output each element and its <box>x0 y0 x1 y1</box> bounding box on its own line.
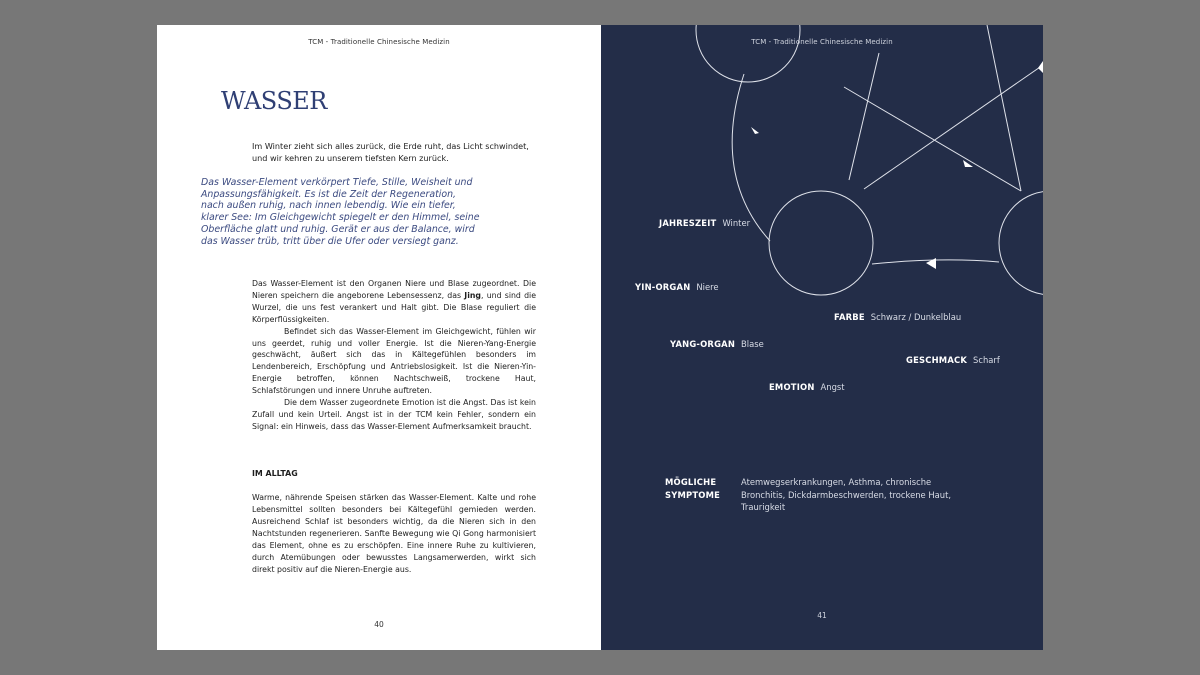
arrow-icon <box>926 258 936 269</box>
property-geschmack <box>906 355 1000 365</box>
property-value: Angst <box>820 382 845 392</box>
property-value: Niere <box>696 282 719 292</box>
book-spread <box>157 25 1043 650</box>
body-paragraph-1 <box>252 278 536 326</box>
symptoms-label-line1: MÖGLICHE <box>665 477 717 487</box>
property-label: YANG-ORGAN <box>670 339 736 349</box>
body-p1-jing: Jing <box>464 290 482 300</box>
body-text <box>252 278 536 433</box>
element-circle-water <box>769 191 873 295</box>
property-farbe <box>834 312 961 322</box>
arrow-icon <box>751 127 759 134</box>
arrow-icon <box>1038 61 1043 73</box>
element-circle-right <box>999 191 1043 295</box>
body-p1-start: Das Wasser-Element ist den Organen Niere und Blase zugeordnet. Die Nieren speichern die angeborene Lebensessenz, das <box>252 279 536 300</box>
cycle-arc-left <box>732 74 770 241</box>
control-line-2 <box>864 65 1043 189</box>
property-value: Scharf <box>973 355 1000 365</box>
page-title: WASSER <box>221 87 327 115</box>
five-elements-diagram <box>601 25 1043 650</box>
body-paragraph-3: Die dem Wasser zugeordnete Emotion ist die Angst. Das ist kein Zufall und kein Urteil. Angst ist in der TCM kein Fehler, sondern ein Signal: ein Hinweis, dass das Wasser-Element Aufmerksamkeit braucht. <box>252 398 536 431</box>
property-value: Schwarz / Dunkelblau <box>870 312 962 322</box>
property-yang-organ <box>670 339 764 349</box>
property-value: Winter <box>722 218 751 228</box>
page-number-left: 40 <box>374 620 384 629</box>
symptoms-label <box>665 476 720 501</box>
property-jahreszeit <box>659 218 750 228</box>
symptoms-label-line2: SYMPTOME <box>665 489 721 500</box>
symptoms-value: Atemwegserkrankungen, Asthma, chronische Bronchitis, Dickdarmbeschwerden, trockene Haut, Traurigkeit <box>741 477 952 512</box>
right-page <box>601 25 1043 650</box>
property-value: Blase <box>741 339 764 349</box>
property-label: YIN-ORGAN <box>635 282 691 292</box>
arrow-icon <box>963 160 973 167</box>
property-yin-organ <box>635 282 719 292</box>
property-label: FARBE <box>834 312 865 322</box>
pull-quote: Das Wasser-Element verkörpert Tiefe, Stille, Weisheit und Anpassungsfähigkeit. Es ist die Zeit der Regeneration, nach außen ruhig, nach innen lebendig. Wie ein tiefer, klarer See: Im Gleichgewicht spiegelt er den Himmel, seine Oberfläche glatt und ruhig. Gerät er aus der Balance, wird das Wasser trüb, tritt über die Ufer oder versiegt ganz. <box>201 177 480 247</box>
intro-paragraph: Im Winter zieht sich alles zurück, die Erde ruht, das Licht schwindet, und wir kehren zu unserem tiefsten Kern zurück. <box>252 141 529 163</box>
property-label: JAHRESZEIT <box>659 218 717 228</box>
body-p1-end: , und sind die Wurzel, die uns fest verankert und Halt gibt. Die Blase reguliert die Körperflüssigkeiten. <box>252 290 536 324</box>
control-line-1 <box>849 53 879 180</box>
subhead-im-alltag: IM ALLTAG <box>252 469 298 478</box>
running-head-right: TCM - Traditionelle Chinesische Medizin <box>751 38 893 46</box>
alltag-paragraph: Warme, nährende Speisen stärken das Wasser-Element. Kalte und rohe Lebensmittel sollten besonders bei Kältegefühl gemieden werden. Ausreichend Schlaf ist besonders wichtig, da die Nieren sich in den Nachtstunden regenerieren. Sanfte Bewegung wie Qi Gong harmonisiert das Element, ohne es zu erschöpfen. Eine innere Ruhe zu kultivieren, durch Atemübungen oder bewusstes Langsamerwerden, wirkt sich direkt positiv auf die Nieren-Energie aus. <box>252 493 536 574</box>
control-line-4 <box>987 25 1021 191</box>
control-line-3 <box>844 87 1021 191</box>
page-number-right: 41 <box>817 611 827 620</box>
running-head-left: TCM - Traditionelle Chinesische Medizin <box>308 38 450 46</box>
property-label: GESCHMACK <box>906 355 968 365</box>
body-paragraph-2: Befindet sich das Wasser-Element im Gleichgewicht, fühlen wir uns geerdet, ruhig und voller Energie. Ist die Nieren-Yang-Energie geschwächt, äußert sich das in Kältegefühlen besonders im Lendenbereich, Erschöpfung und Antriebslosigkeit. Ist die Nieren-Yin-Energie betroffen, können Nachtschweiß, trockene Haut, Schlafstörungen und innere Unruhe auftreten. <box>252 326 536 396</box>
property-label: EMOTION <box>769 382 815 392</box>
element-circle-top <box>696 25 800 82</box>
property-emotion <box>769 382 845 392</box>
left-page <box>157 25 601 650</box>
